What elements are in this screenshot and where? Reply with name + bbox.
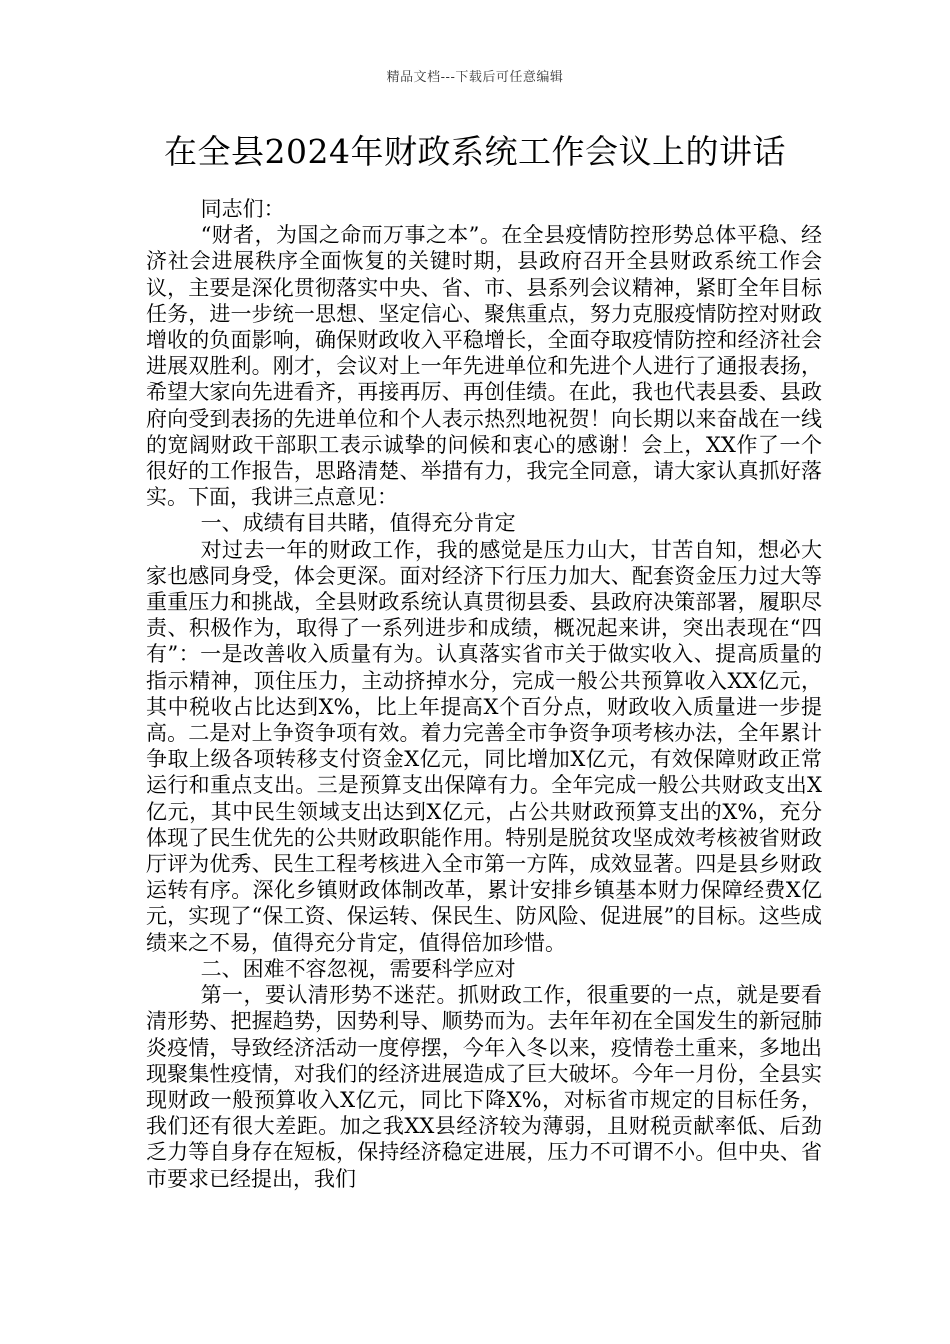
section-heading-difficulties: 二、困难不容忽视，需要科学应对 [200, 956, 516, 981]
document-title: 在全县2024年财政系统工作会议上的讲话 [164, 132, 786, 171]
section-heading-achievements: 一、成绩有目共睹，值得充分肯定 [200, 511, 516, 536]
document-body [146, 196, 822, 1192]
paragraph-achievements: 对过去一年的财政工作，我的感觉是压力山大，甘苦自知，想必大家也感同身受，体会更深。面对经济下行压力加大、配套资金压力过大等重重压力和挑战，全县财政系统认真贯彻县委、县政府决策部署，履职尽责、积极作为，取得了一系列进步和成绩，概况起来讲，突出表现在“四有”：一是改善收入质量有为。认真落实省市关于做实收入、提高质量的指示精神，顶住压力，主动挤掉水分，完成一般公共预算收入XX亿元，其中税收占比达到X%，比上年提高X个百分点，财政收入质量进一步提高。二是对上争资争项有效。着力完善全市争资争项考核办法，全年累计争取上级各项转移支付资金X亿元，同比增加X亿元，有效保障财政正常运行和重点支出。三是预算支出保障有力。全年完成一般公共财政支出X亿元，其中民生领域支出达到X亿元，占公共财政预算支出的X%，充分体现了民生优先的公共财政职能作用。特别是脱贫攻坚成效考核被省财政厅评为优秀、民生工程考核进入全市第一方阵，成效显著。四是县乡财政运转有序。深化乡镇财政体制改革，累计安排乡镇基本财力保障经费X亿元，实现了“保工资、保运转、保民生、防风险、促进展”的目标。这些成绩来之不易，值得充分肯定，值得倍加珍惜。 [146, 537, 822, 955]
paragraph-intro: “财者，为国之命而万事之本”。在全县疫情防控形势总体平稳、经济社会进展秩序全面恢复的关键时期，县政府召开全县财政系统工作会议，主要是深化贯彻落实中央、省、市、县系列会议精神，紧盯全年目标任务，进一步统一思想、坚定信心、聚焦重点，努力克服疫情防控对财政增收的负面影响，确保财政收入平稳增长，全面夺取疫情防控和经济社会进展双胜利。刚才，会议对上一年先进单位和先进个人进行了通报表扬，希望大家向先进看齐，再接再厉、再创佳绩。在此，我也代表县委、县政府向受到表扬的先进单位和个人表示热烈地祝贺！向长期以来奋战在一线的宽阔财政干部职工表示诚挚的问候和衷心的感谢！会上，XX作了一个很好的工作报告，思路清楚、举措有力，我完全同意，请大家认真抓好落实。下面，我讲三点意见： [146, 223, 822, 510]
salutation: 同志们： [200, 197, 285, 221]
paragraph-difficulties: 第一，要认清形势不迷茫。抓财政工作，很重要的一点，就是要看清形势、把握趋势，因势利导、顺势而为。去年年初在全国发生的新冠肺炎疫情，导致经济活动一度停摆，今年入冬以来，疫情卷土重来，多地出现聚集性疫情，对我们的经济进展造成了巨大破坏。今年一月份，全县实现财政一般预算收入X亿元，同比下降X%，对标省市规定的目标任务，我们还有很大差距。加之我XX县经济较为薄弱，且财税贡献率低、后劲乏力等自身存在短板，保持经济稳定进展，压力不可谓不小。但中央、省市要求已经提出，我们 [146, 983, 822, 1191]
header-note: 精品文档---下载后可任意编辑 [386, 70, 564, 85]
